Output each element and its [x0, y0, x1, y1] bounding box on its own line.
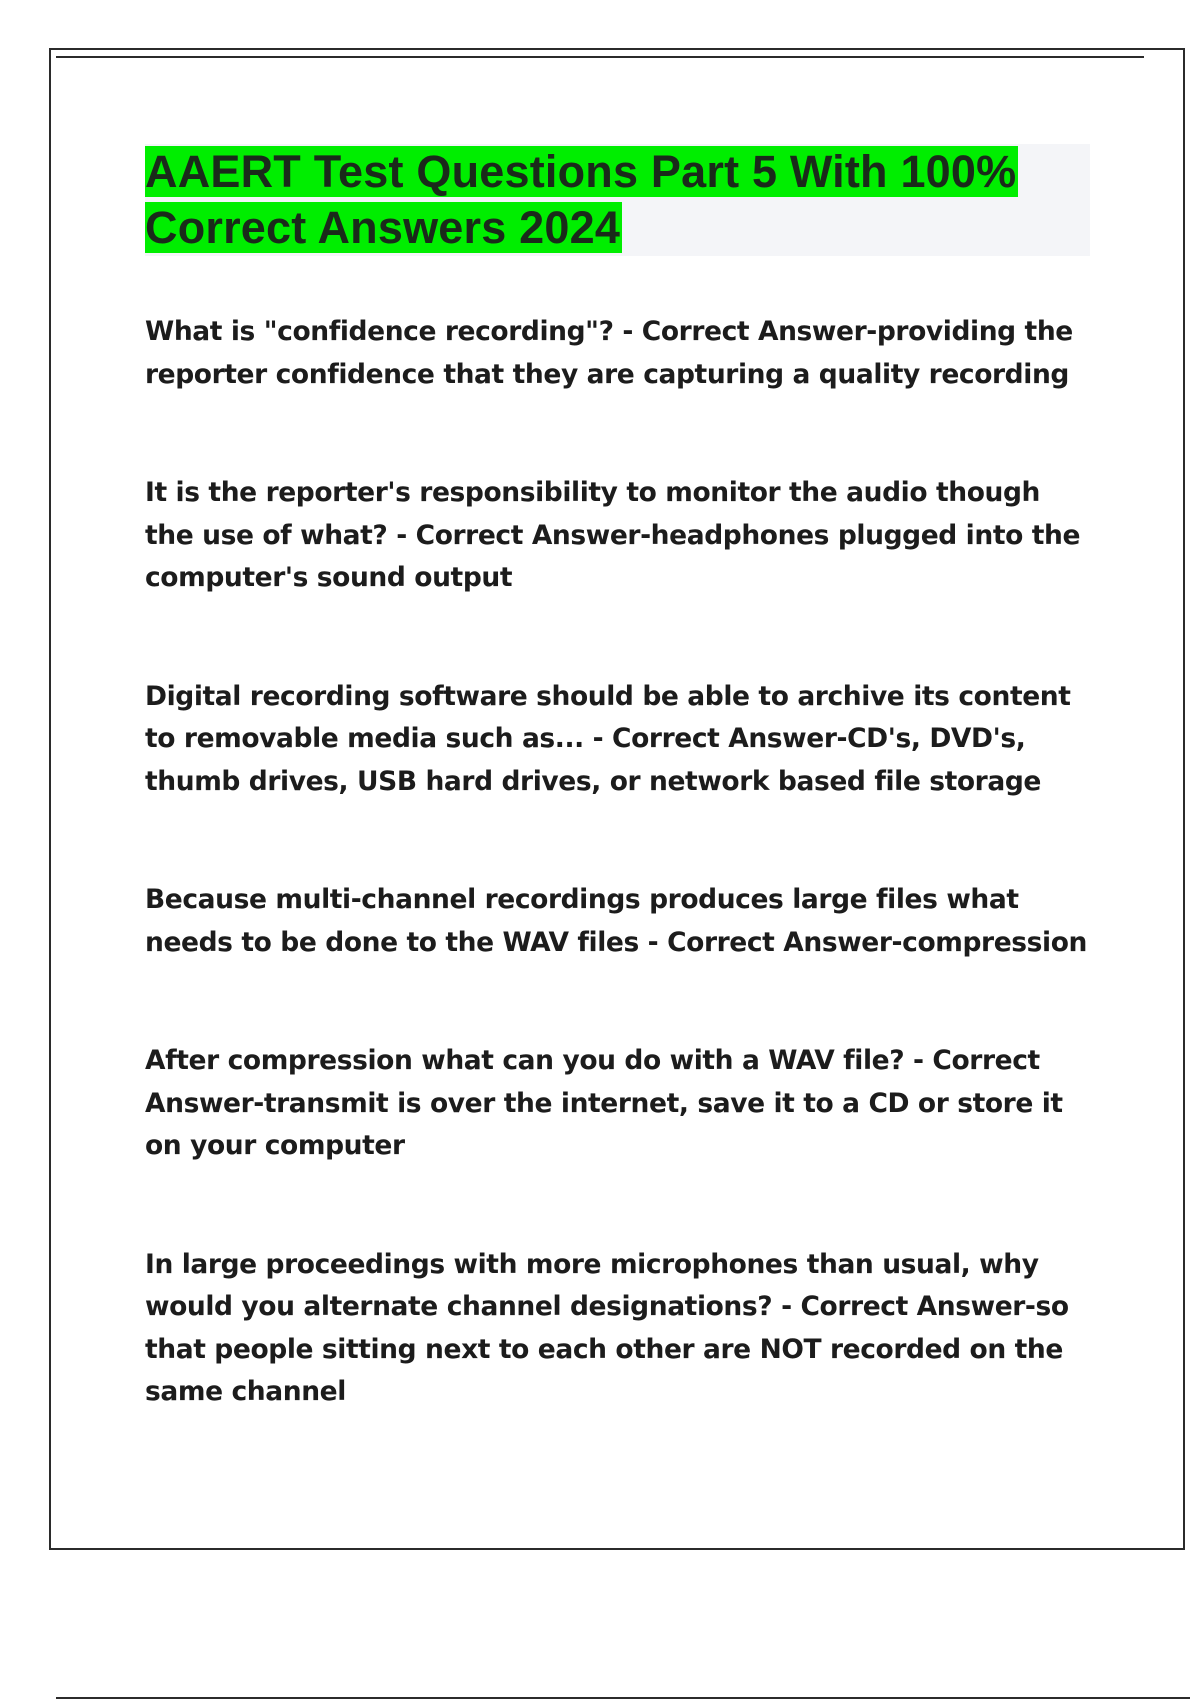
qa-item-4: Because multi-channel recordings produces large files what needs to be done to the WAV files - Correct Answer-compression	[145, 884, 1087, 958]
bottom-rule	[56, 1697, 1190, 1699]
qa-item-3: Digital recording software should be able to archive its content to removable media such as... - Correct Answer-CD's, DVD's, thumb drives, USB hard drives, or network based file storage	[145, 680, 1071, 797]
qa-item-2: It is the reporter's responsibility to monitor the audio though the use of what? - Correct Answer-headphones plugged into the computer's sound output	[145, 477, 1081, 593]
title-line-2: Correct Answers 2024	[145, 202, 621, 253]
qa-item-6: In large proceedings with more microphones than usual, why would you alternate channel designations? - Correct Answer-so that people sitting next to each other are NOT recorded on the same channel	[145, 1248, 1069, 1407]
qa-item-1: What is "confidence recording"? - Correct Answer-providing the reporter confidence that they are capturing a quality recording	[145, 316, 1073, 390]
top-rule	[56, 56, 1144, 58]
qa-list	[145, 311, 1095, 1414]
qa-item-5: After compression what can you do with a WAV file? - Correct Answer-transmit is over the internet, save it to a CD or store it on your computer	[145, 1045, 1063, 1161]
title-line-1: AAERT Test Questions Part 5 With 100%	[145, 146, 1017, 197]
title-block	[145, 144, 1090, 256]
document-title	[145, 144, 1090, 256]
